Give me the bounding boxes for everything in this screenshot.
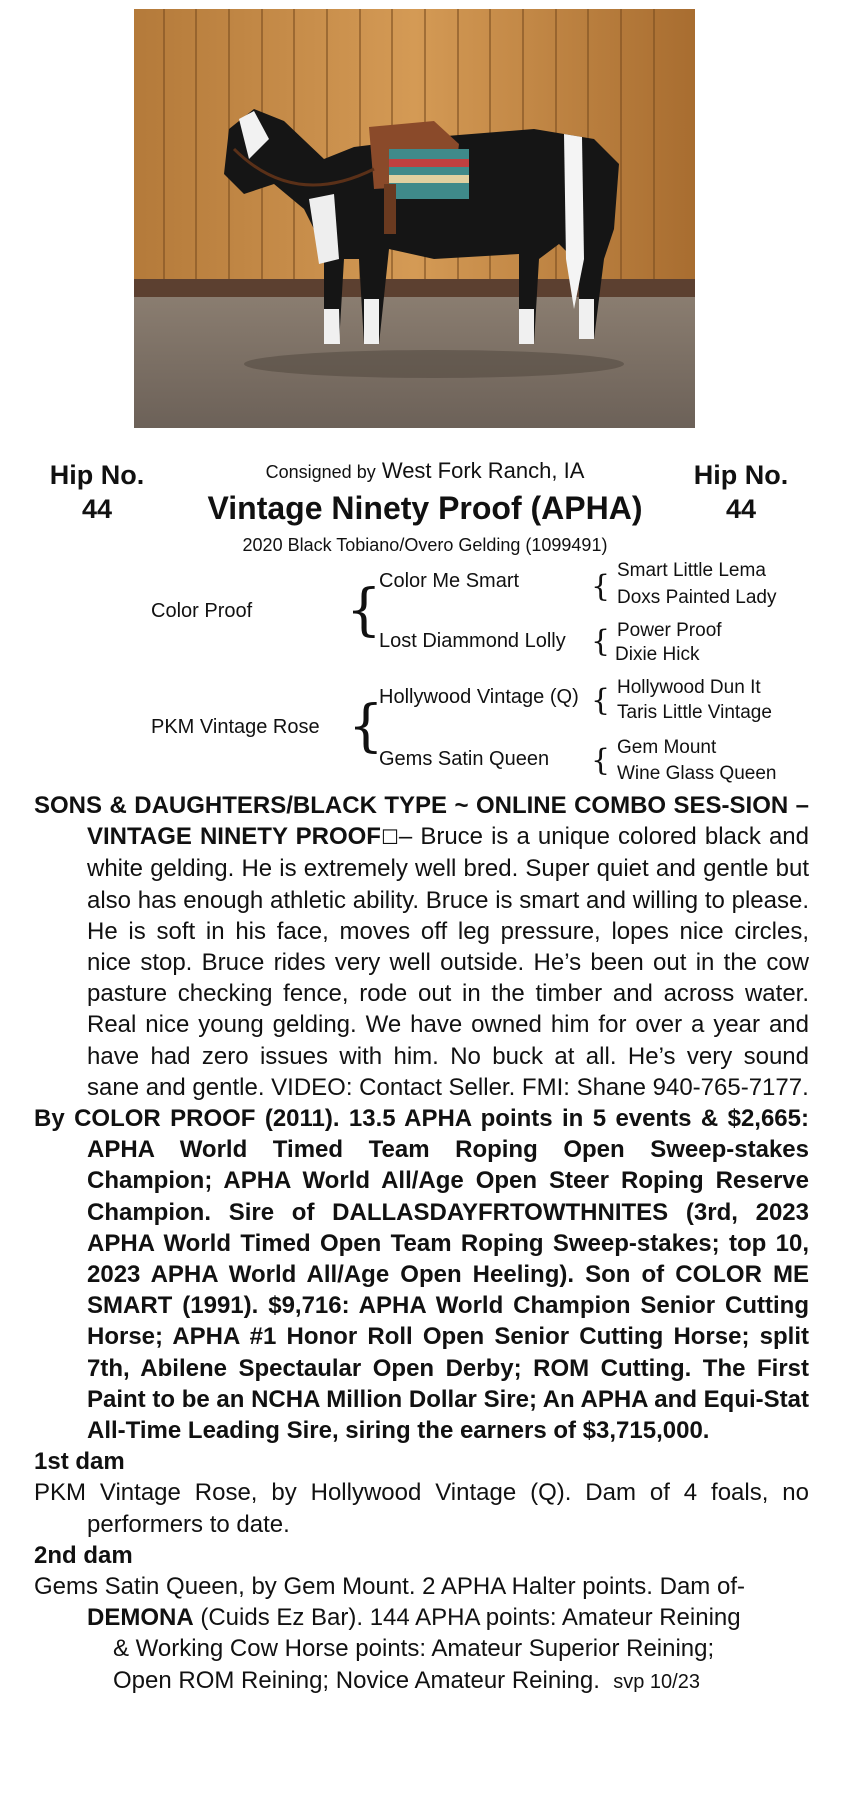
- pedigree-dam-sire-dam: Taris Little Vintage: [617, 702, 772, 723]
- second-dam-line3: & Working Cow Horse points: Amateur Superior Reining;: [113, 1635, 715, 1663]
- pedigree-brace: {: [591, 743, 611, 778]
- pedigree-dam: PKM Vintage Rose: [151, 716, 320, 738]
- first-dam-title: 1st dam: [34, 1448, 125, 1476]
- second-dam-line2: [34, 1602, 809, 1633]
- pedigree-dam-sire: Hollywood Vintage (Q): [379, 686, 579, 708]
- horse-photo: [134, 9, 695, 428]
- horse-name: Vintage Ninety Proof (APHA): [207, 490, 643, 526]
- demona-name: DEMONA: [87, 1604, 194, 1632]
- pedigree-dam-dam-dam: Wine Glass Queen: [617, 763, 777, 784]
- pedigree-dam-sire-sire: Hollywood Dun It: [617, 677, 761, 698]
- pedigree-sire-sire-sire: Smart Little Lema: [617, 560, 766, 581]
- hip-number: 44: [81, 494, 113, 524]
- hip-label: Hip No.: [49, 460, 145, 490]
- pedigree-sire-sire-dam: Doxs Painted Lady: [617, 587, 777, 608]
- hip-label: Hip No.: [693, 460, 789, 490]
- consigned-prefix: Consigned by: [265, 462, 376, 482]
- remarks-lead: SONS & DAUGHTERS/BLACK TYPE ~ ONLINE COMBO SES-SION – VINTAGE NINETY PROOF: [34, 792, 809, 851]
- remarks-body: – Bruce is a unique colored black and white gelding. He is extremely well bred. Super quiet and gentle but also has enough athletic ability. Bruce is smart and willing to please. He is soft in his face, moves off leg pressure, lopes nice circles, nice stop. Bruce rides very well outside. He’s been out in the cow pasture checking fence, rode out in the timber and across water. Real nice young gelding. We have owned him for over a year and have had zero issues with him. No buck at all. He’s very sound sane and gentle. VIDEO: Contact Seller. FMI: Shane 940-765-7177.: [87, 823, 809, 1101]
- hip-number: 44: [725, 494, 757, 524]
- pedigree-brace: {: [348, 694, 384, 759]
- second-dam-line4: [34, 1665, 809, 1698]
- consigned-line: [150, 458, 700, 484]
- second-dam-line4-text: Open ROM Reining; Novice Amateur Reining.: [113, 1666, 600, 1694]
- pedigree-dam-dam: Gems Satin Queen: [379, 748, 550, 770]
- pedigree-sire-dam-dam: Dixie Hick: [615, 644, 700, 665]
- pedigree-brace: {: [591, 624, 611, 659]
- demona-text: (Cuids Ez Bar). 144 APHA points: Amateur Reining: [193, 1604, 741, 1632]
- sire-info-paragraph: By COLOR PROOF (2011). 13.5 APHA points in 5 events & $2,665: APHA World Timed Team Roping Open Sweep-stakes Champion; APHA World All/Age Open Steer Roping Reserve Champion. Sire of DALLASDAYFRTOWTHNITES (3rd, 2023 APHA World Timed Open Team Roping Sweep-stakes; top 10, 2023 APHA World All/Age Open Heeling). Son of COLOR ME SMART (1991). $9,716: APHA World Champion Senior Cutting Horse; APHA #1 Honor Roll Open Senior Cutting Horse; split 7th, Abilene Spectaular Open Derby; ROM Cutting. The First Paint to be an NCHA Million Dollar Sire; An APHA and Equi-Stat All-Time Leading Sire, siring the earners of $3,715,000.: [34, 1105, 809, 1445]
- remarks-paragraph: [34, 790, 809, 1103]
- pedigree-sire-sire: Color Me Smart: [379, 570, 520, 592]
- pedigree-sire-dam: Lost Diammond Lolly: [379, 630, 566, 652]
- consignor: West Fork Ranch, IA: [381, 458, 585, 483]
- pedigree-brace: {: [591, 569, 611, 604]
- catalog-code: svp 10/23: [613, 1670, 700, 1693]
- pedigree-brace: {: [346, 578, 382, 643]
- pedigree-sire-dam-sire: Power Proof: [617, 620, 722, 641]
- pedigree-sire: Color Proof: [151, 600, 253, 622]
- second-dam-line1: Gems Satin Queen, by Gem Mount. 2 APHA Halter points. Dam of-: [34, 1573, 745, 1601]
- first-dam-text: PKM Vintage Rose, by Hollywood Vintage (Q). Dam of 4 foals, no performers to date.: [34, 1479, 809, 1538]
- horse-description: 2020 Black Tobiano/Overo Gelding (1099491): [242, 535, 608, 555]
- second-dam-title: 2nd dam: [34, 1541, 133, 1569]
- unknown-glyph-icon: ☐: [380, 825, 399, 850]
- catalog-text: [34, 790, 809, 1698]
- pedigree-dam-dam-sire: Gem Mount: [617, 737, 717, 758]
- pedigree-brace: {: [591, 683, 611, 718]
